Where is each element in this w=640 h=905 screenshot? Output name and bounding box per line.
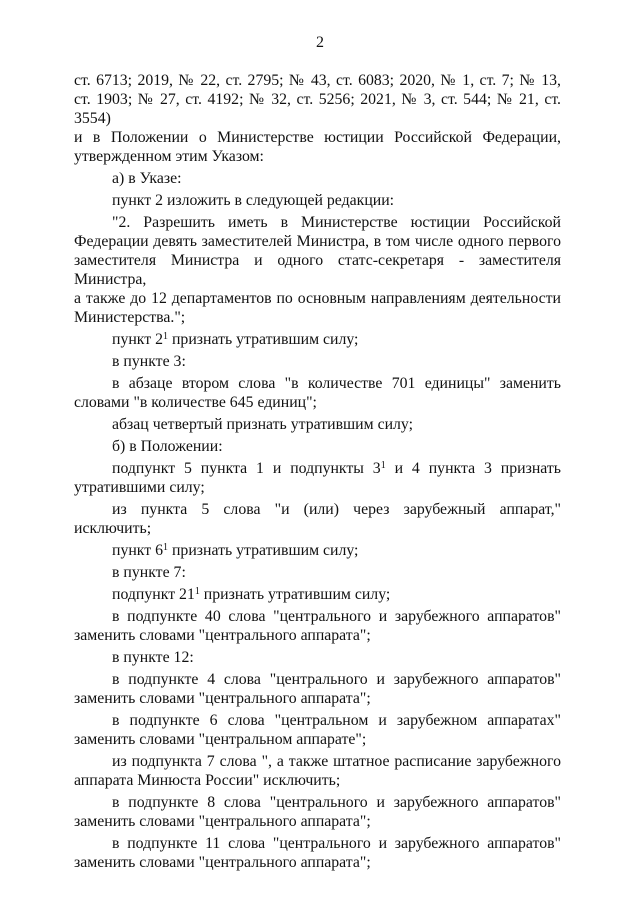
subpoint-7-amendment: из подпункта 7 слова ", а также штатное расписание зарубежного аппарата Минюста России" исключить; [74,753,561,789]
intro-line-1: ст. 6713; 2019, № 22, ст. 2795; № 43, ст. 6083; 2020, № 1, ст. 7; № 13, [74,72,561,89]
superscript: 1 [380,460,386,471]
superscript: 1 [163,542,169,553]
quote-line-3: заместителя Министра и одного статс-секретаря - заместителя Министра, [74,252,561,288]
section-a-title: а) в Указе: [112,170,182,187]
intro-line-2: ст. 1903; № 27, ст. 4192; № 32, ст. 5256; 2021, № 3, ст. 544; № 21, ст. 3554) [74,91,561,127]
paragraph-2-amendment: в абзаце втором слова "в количестве 701 единицы" заменить словами "в количестве 645 единиц"; [74,375,561,411]
subpoint-6-amendment: в подпункте 6 слова "центральном и зарубежном аппаратах" заменить словами "центральном аппарате"; [74,712,561,748]
paragraph-4-amendment: абзац четвертый признать утратившим силу; [112,416,414,433]
point-7-header: в пункте 7: [112,564,186,581]
quote-line-5: Министерства."; [74,309,186,326]
intro-line-3: и в Положении о Министерстве юстиции Российской Федерации, [74,129,561,146]
superscript: 1 [194,586,200,597]
subpoint-40-amendment: в подпункте 40 слова "центрального и зарубежного аппаратов" заменить словами "центрального аппарата"; [74,608,561,644]
intro-paragraph [74,71,561,166]
quote-line-4: а также до 12 департаментов по основным направлениям деятельности [74,290,561,307]
point-2-header: пункт 2 изложить в следующей редакции: [112,192,395,209]
point-6-1: пункт $6^1$ признать утратившим силу; [112,542,359,559]
section-b-title: б) в Положении: [112,438,223,455]
page-number: 2 [316,34,324,51]
point-5-amendment: из пункта 5 слова "и (или) через зарубежный аппарат," исключить; [74,501,561,537]
intro-line-4: утвержденном этим Указом: [74,148,264,165]
quote-line-1: "2. Разрешить иметь в Министерстве юстиции Российской [112,214,561,231]
subpoint-11-amendment: в подпункте 11 слова "центрального и зарубежного аппаратов" заменить словами "центрального аппарата"; [74,835,561,871]
point-12-header: в пункте 12: [112,649,194,666]
superscript: 1 [163,331,169,342]
point-2-1: пункт $2^1$ признать утратившим силу; [112,331,359,348]
subpoint-4-amendment: в подпункте 4 слова "центрального и зарубежного аппаратов" заменить словами "центрального аппарата"; [74,671,561,707]
point-3-header: в пункте 3: [112,353,186,370]
subpoint-21-1: подпункт $21^1$ признать утратившим силу; [112,586,391,603]
document-body [74,71,561,875]
quoted-point-2 [74,213,561,327]
subpoint-8-amendment: в подпункте 8 слова "центрального и зарубежного аппаратов" заменить словами "центрального аппарата"; [74,794,561,830]
subpoint-5-amendment: подпункт 5 пункта 1 и подпункты $3^1$ и 4 пункта 3 признать утратившими силу; [74,460,561,496]
quote-line-2: Федерации девять заместителей Министра, в том числе одного первого [74,233,561,250]
